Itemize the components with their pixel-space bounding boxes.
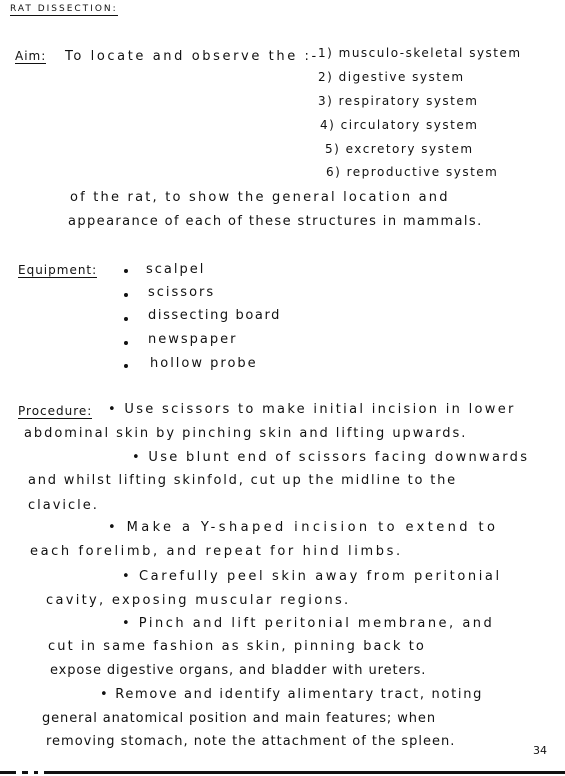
aim-closing-line-1: of the rat, to show the general location and xyxy=(70,190,450,205)
bullet-icon xyxy=(124,341,128,345)
procedure-line-11: cut in same fashion as skin, pinning back to xyxy=(48,639,426,654)
procedure-line-5: clavicle. xyxy=(28,498,99,513)
procedure-line-4: and whilst lifting skinfold, cut up the midline to the xyxy=(28,473,457,488)
aim-intro: To locate and observe the :- xyxy=(65,49,319,64)
procedure-line-9: cavity, exposing muscular regions. xyxy=(46,593,351,608)
procedure-line-3: • Use blunt end of scissors facing downwards xyxy=(132,450,530,465)
equipment-item: scalpel xyxy=(146,262,206,277)
procedure-line-13: • Remove and identify alimentary tract, noting xyxy=(100,687,484,702)
page-number: 34 xyxy=(533,744,547,757)
bullet-icon xyxy=(124,269,128,273)
equipment-item: hollow probe xyxy=(150,356,258,371)
rule-segment xyxy=(44,771,565,774)
bullet-icon xyxy=(124,317,128,321)
equipment-item: dissecting board xyxy=(148,308,282,323)
equipment-label: Equipment: xyxy=(18,263,98,277)
aim-label: Aim: xyxy=(15,49,47,63)
aim-item-4: 4) circulatory system xyxy=(320,118,479,132)
procedure-line-15: removing stomach, note the attachment of the spleen. xyxy=(46,734,456,749)
equipment-item: newspaper xyxy=(148,332,238,347)
rule-segment xyxy=(34,771,38,774)
procedure-line-7: each forelimb, and repeat for hind limbs. xyxy=(30,544,403,559)
procedure-label: Procedure: xyxy=(18,404,93,418)
procedure-line-8: • Carefully peel skin away from peritonial xyxy=(122,569,502,584)
procedure-line-14: general anatomical position and main features; when xyxy=(42,711,436,726)
document-title: RAT DISSECTION: xyxy=(10,4,118,14)
procedure-line-12: expose digestive organs, and bladder with ureters. xyxy=(50,663,427,678)
aim-item-3: 3) respiratory system xyxy=(318,94,479,108)
rule-segment xyxy=(0,771,16,774)
bullet-icon xyxy=(124,293,128,297)
bullet-icon xyxy=(124,364,128,368)
equipment-item: scissors xyxy=(148,285,216,300)
aim-closing-line-2: appearance of each of these structures in mammals. xyxy=(68,214,483,229)
procedure-line-6: • Make a Y-shaped incision to extend to xyxy=(108,520,499,535)
aim-item-6: 6) reproductive system xyxy=(326,165,499,179)
bottom-edge-rule xyxy=(0,771,565,774)
procedure-line-10: • Pinch and lift peritonial membrane, and xyxy=(122,616,495,631)
aim-item-2: 2) digestive system xyxy=(318,70,465,84)
procedure-line-1: • Use scissors to make initial incision in lower xyxy=(108,402,516,417)
aim-item-5: 5) excretory system xyxy=(325,142,474,156)
procedure-line-2: abdominal skin by pinching skin and lifting upwards. xyxy=(24,426,468,441)
rule-segment xyxy=(22,771,28,774)
aim-item-1: 1) musculo-skeletal system xyxy=(318,46,522,60)
